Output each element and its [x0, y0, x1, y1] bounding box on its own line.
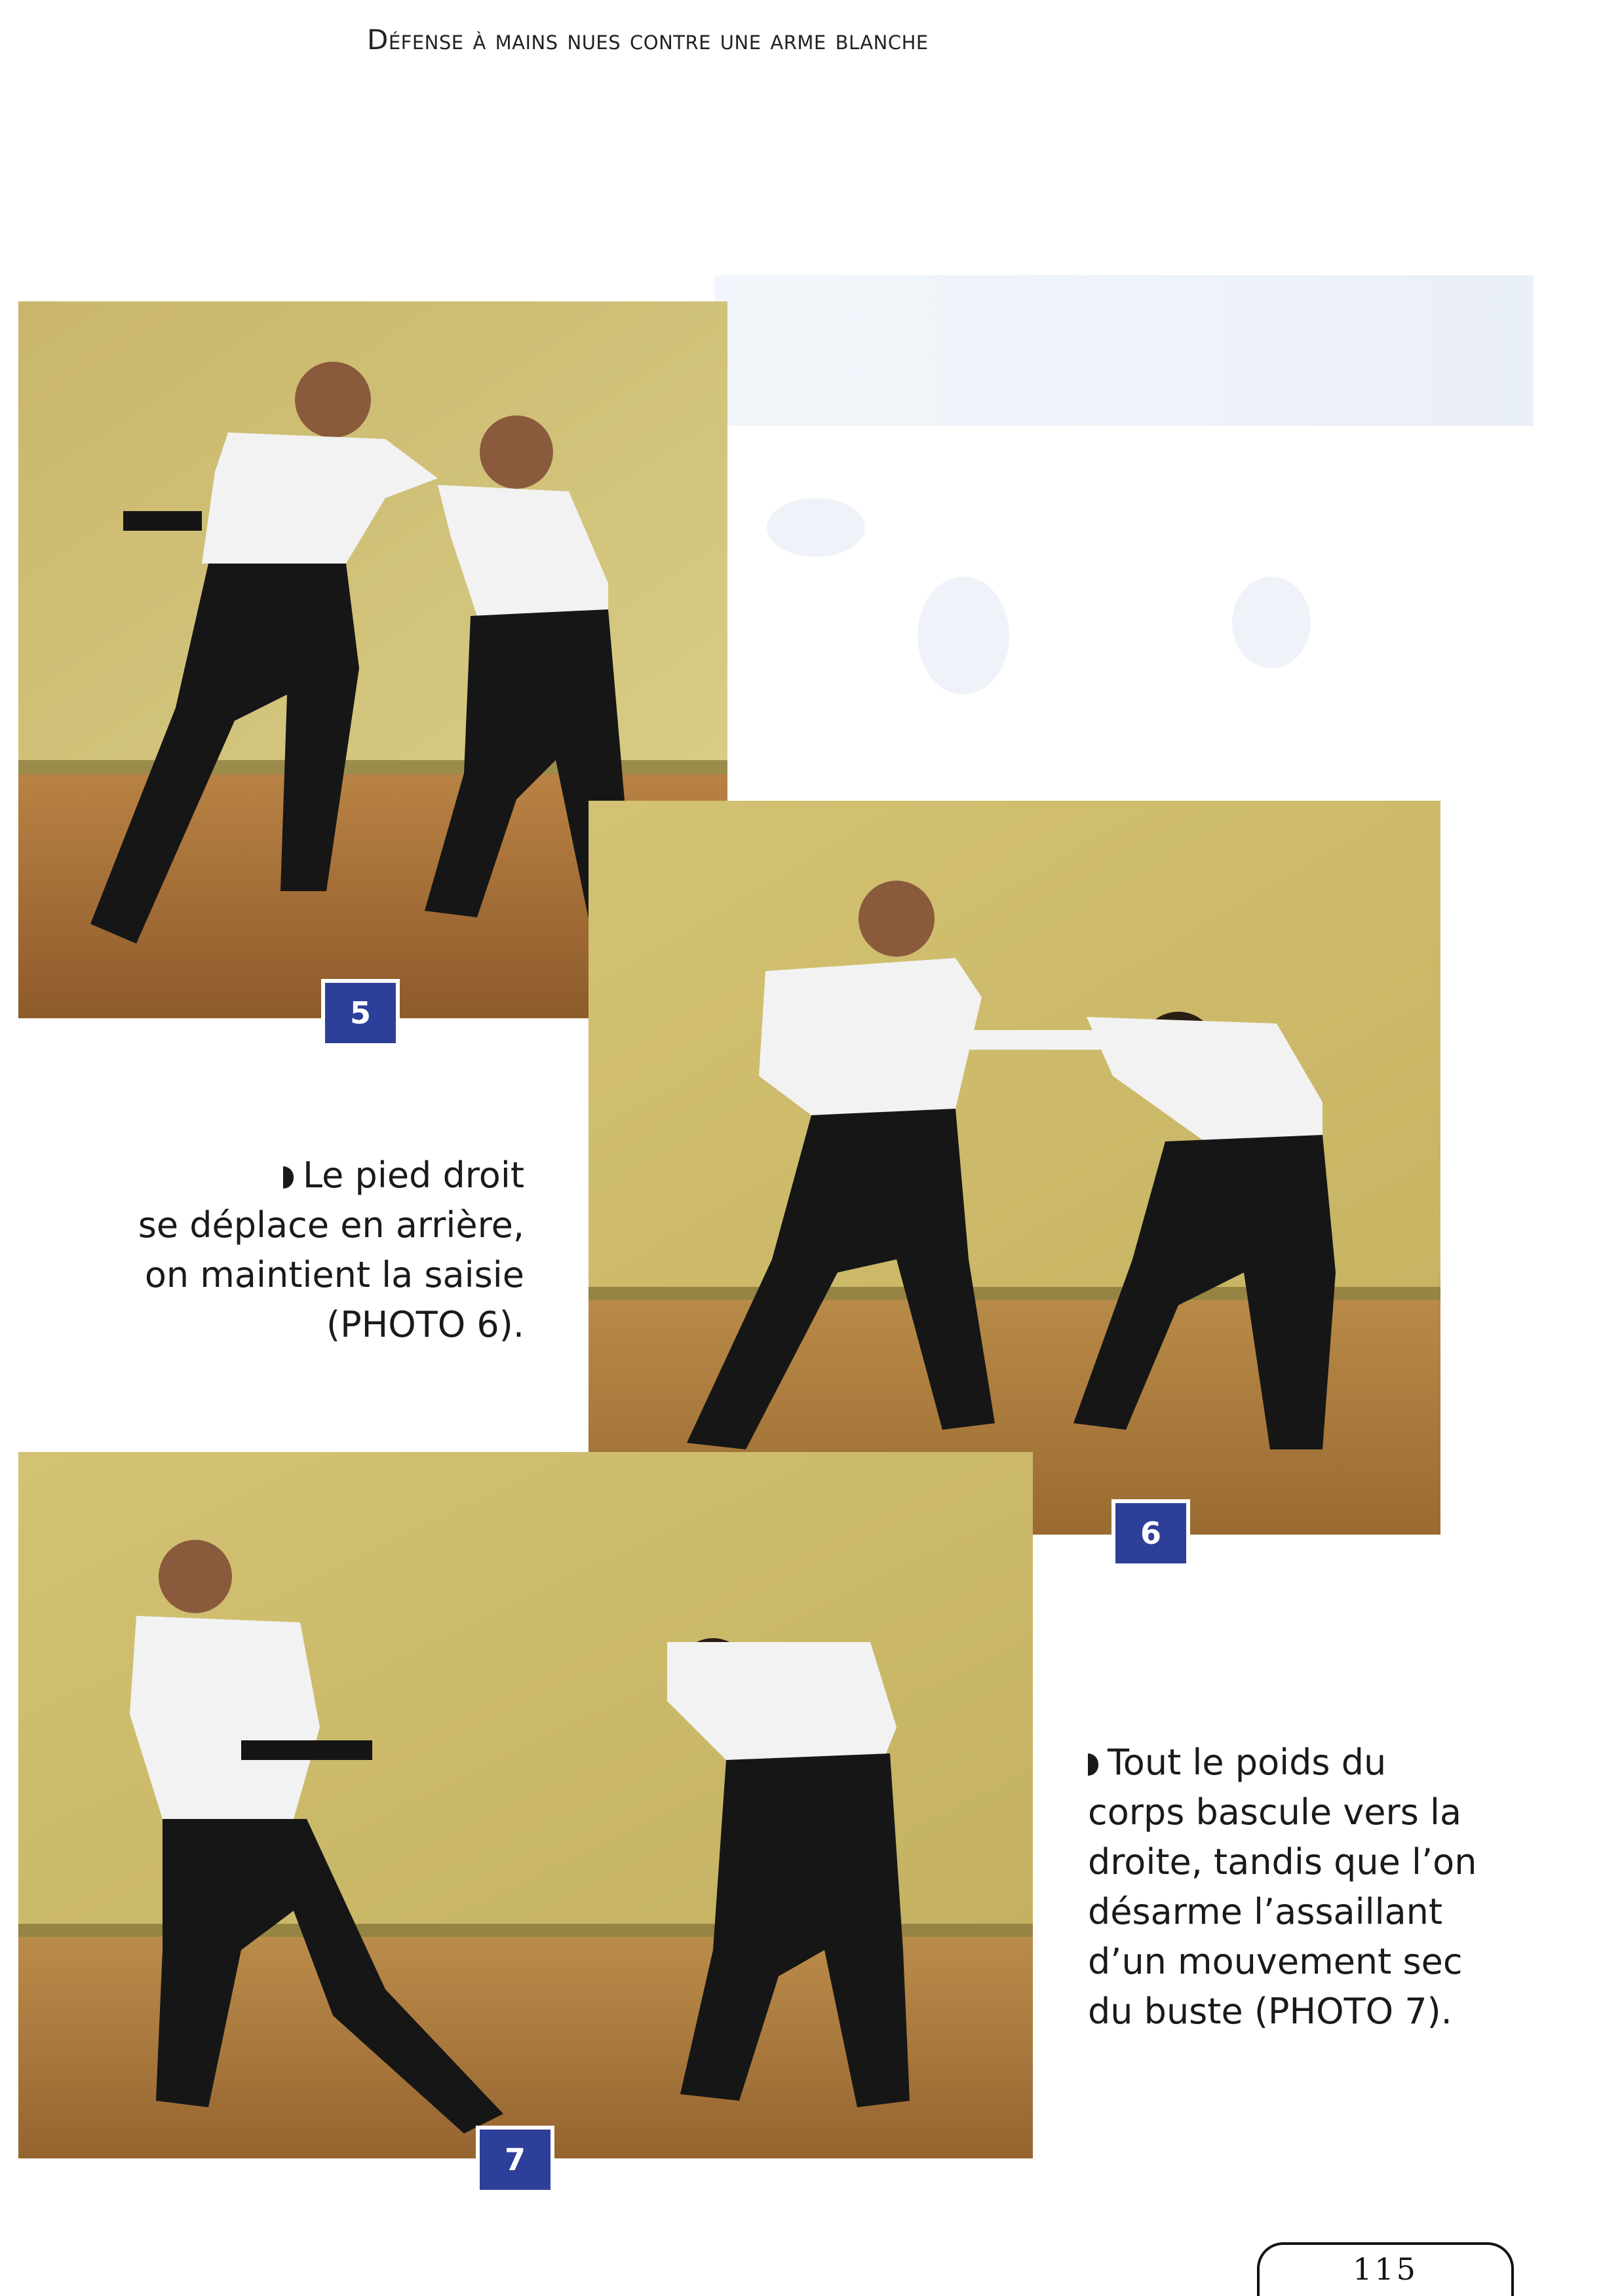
caption-line: (PHOTO 6). [326, 1304, 524, 1345]
caption-line: droite, tandis que l’on [1088, 1841, 1477, 1883]
page-number: 115 [1257, 2242, 1514, 2296]
caption-line: corps bascule vers la [1088, 1791, 1462, 1833]
running-header [0, 24, 1622, 76]
caption-photo-7 [1088, 1738, 1547, 2037]
caption-line [1088, 1738, 1547, 1788]
photo-number-badge: 6 [1111, 1499, 1190, 1567]
caption-line: désarme l’assaillant [1088, 1891, 1443, 1932]
chapter-title: Défense à mains nues contre une arme blanche [367, 24, 929, 56]
photo-7 [18, 1452, 1033, 2158]
caption-line: on maintient la saisie [144, 1254, 524, 1295]
show-through-band [714, 275, 1534, 426]
photo-number-badge: 7 [476, 2126, 554, 2194]
caption-line: se déplace en arrière, [138, 1204, 524, 1246]
photo-number-badge: 5 [321, 979, 400, 1047]
show-through-mark [917, 577, 1009, 695]
show-through-mark [1232, 577, 1311, 668]
caption-text: Tout le poids du [1108, 1742, 1387, 1783]
bullet-icon [283, 1166, 294, 1189]
caption-line: du buste (PHOTO 7). [1088, 1991, 1452, 2032]
caption-photo-6 [111, 1151, 524, 1350]
caption-line: d’un mouvement sec [1088, 1941, 1463, 1982]
bullet-icon [1088, 1753, 1098, 1776]
caption-line [111, 1151, 524, 1200]
photo-6 [589, 801, 1440, 1535]
caption-text: Le pied droit [303, 1155, 524, 1196]
show-through-mark [767, 498, 865, 557]
